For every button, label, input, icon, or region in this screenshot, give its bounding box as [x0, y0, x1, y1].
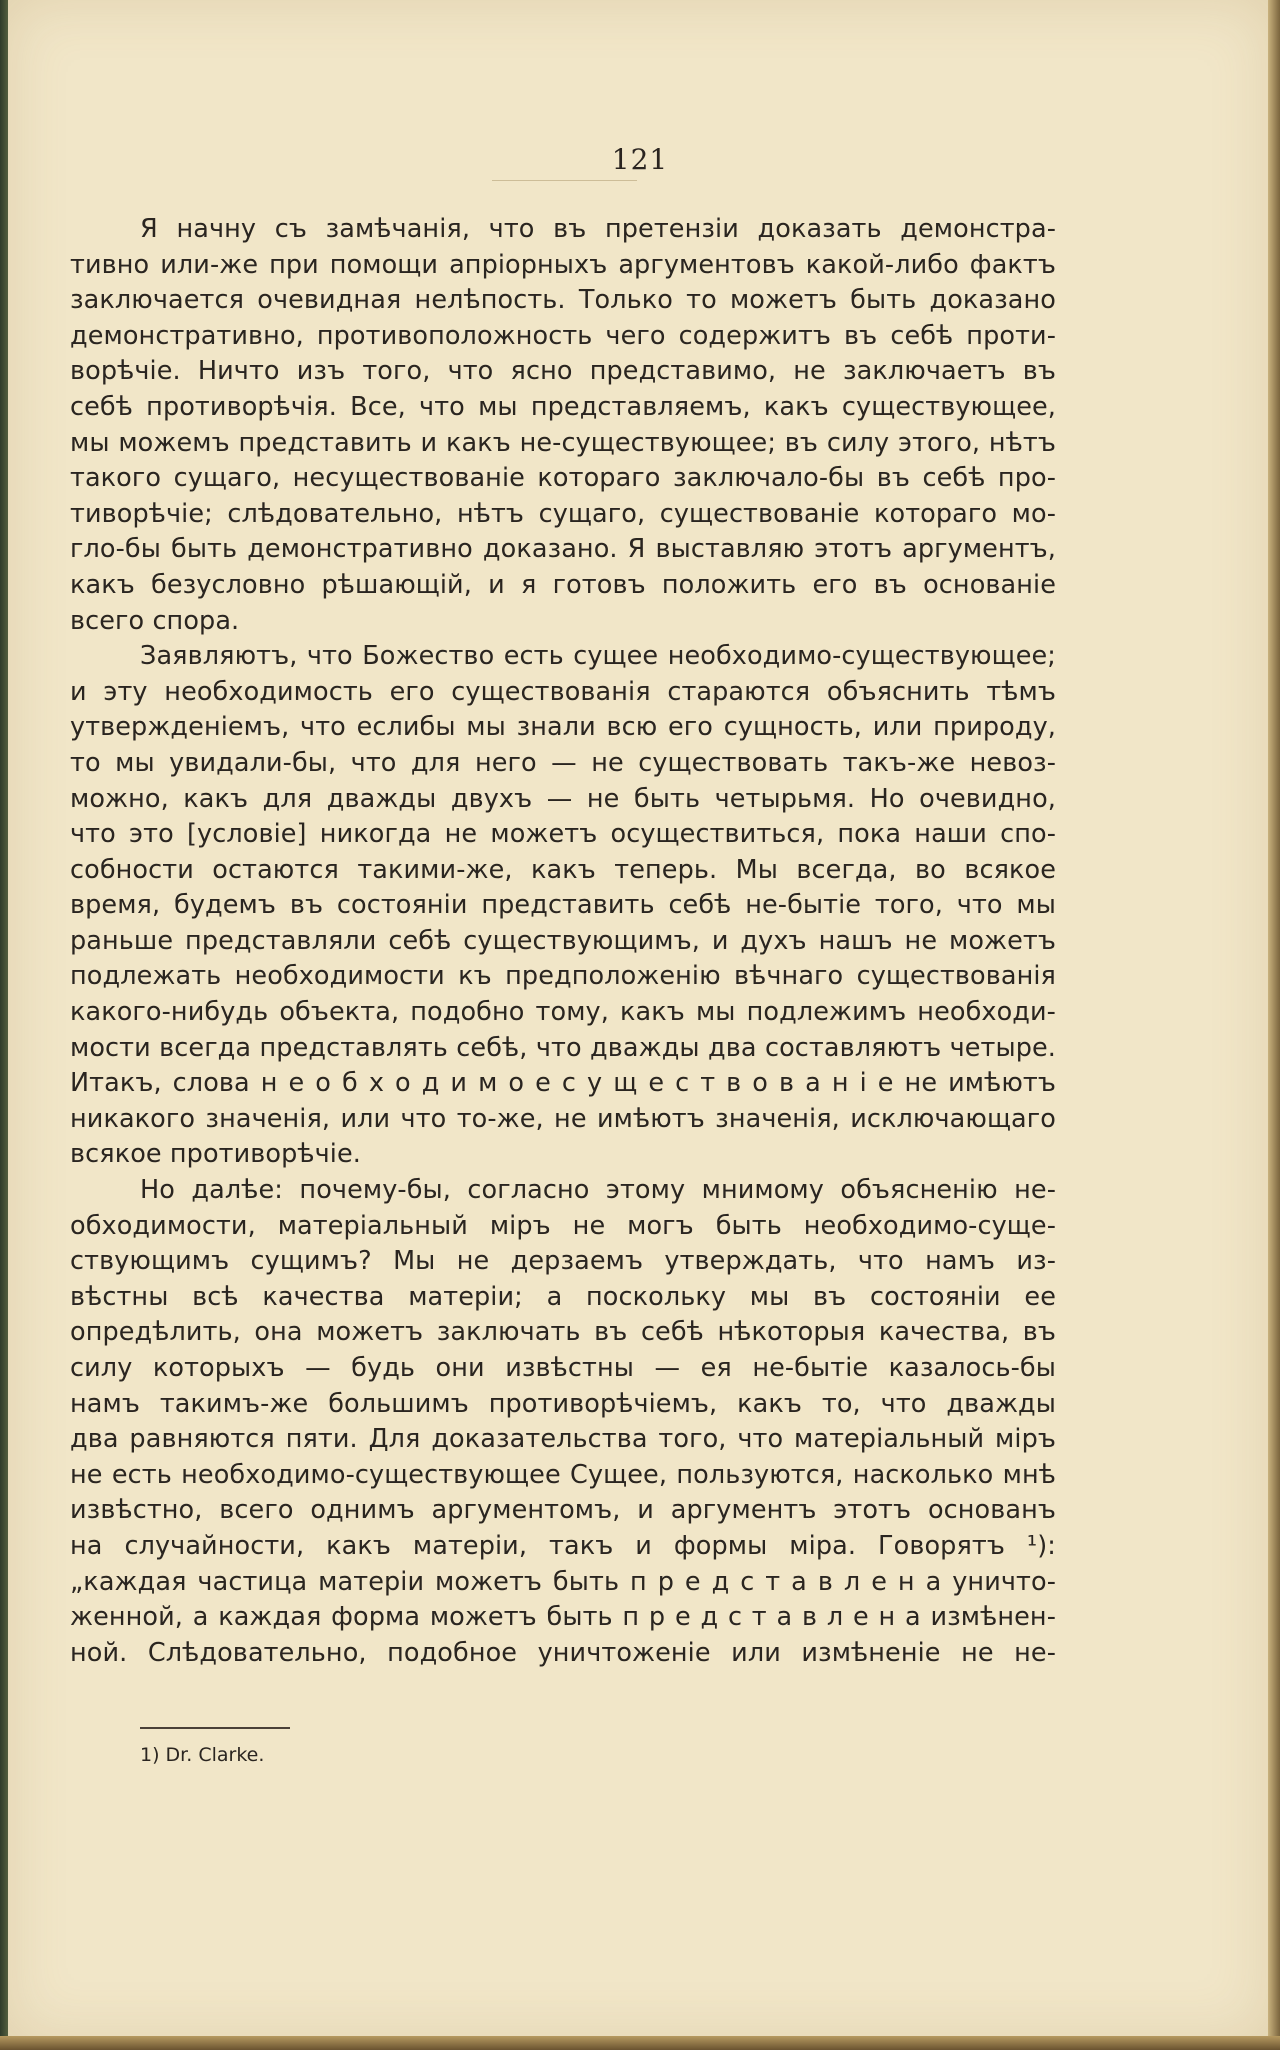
text-line: Но далѣе: почему-бы, согласно этому мнимому объясненію не- — [140, 1175, 1056, 1206]
footnote: 1) Dr. Clarke. — [140, 1744, 265, 1766]
page-number-rule — [492, 180, 637, 181]
text-line: опредѣлить, она можетъ заключать въ себѣ нѣкоторыя качества, въ — [70, 1317, 1056, 1348]
text-line: Итакъ, слова н е о б х о д и м о е с у щ е с т в о в а н і е не имѣютъ — [70, 1068, 1056, 1099]
text-line: гло-бы быть демонстративно доказано. Я выставляю этотъ аргументъ, — [70, 534, 1056, 565]
text-line: силу которыхъ — будь они извѣстны — ея не-бытіе казалось-бы — [70, 1353, 1056, 1383]
text-line: себѣ противорѣчія. Все, что мы представляемъ, какъ существующее, — [70, 391, 1056, 422]
text-line: и эту необходимость его существованія стараются объяснить тѣмъ — [70, 676, 1056, 707]
text-line: такого сущаго, несуществованіе котораго заключало-бы въ себѣ про- — [70, 463, 1056, 494]
page-number: 121 — [611, 143, 669, 176]
footnote-rule — [140, 1727, 290, 1729]
text-line: обходимости, матеріальный міръ не могъ быть необходимо-суще- — [70, 1210, 1056, 1241]
text-line: не есть необходимо-существующее Сущее, пользуются, насколько мнѣ — [70, 1459, 1056, 1490]
text-line: тиворѣчіе; слѣдовательно, нѣтъ сущаго, существованіе котораго мо- — [70, 498, 1056, 529]
text-line: тивно или-же при помощи апріорныхъ аргументовъ какой-либо фактъ — [70, 249, 1056, 280]
text-line: никакого значенія, или что то-же, не имѣютъ значенія, исключающаго — [70, 1103, 1056, 1134]
text-line: на случайности, какъ матеріи, такъ и формы міра. Говорятъ ¹): — [70, 1530, 1056, 1561]
text-line: то мы увидали-бы, что для него — не существовать такъ-же невоз- — [70, 747, 1056, 778]
text-line: всякое противорѣчіе. — [70, 1139, 361, 1170]
text-line: мы можемъ представить и какъ не-существующее; въ силу этого, нѣтъ — [70, 427, 1056, 458]
page-edge-bottom — [0, 2036, 1280, 2050]
text-line: ворѣчіе. Ничто изъ того, что ясно представимо, не заключаетъ въ — [70, 356, 1056, 387]
text-line: заключается очевидная нелѣпость. Только то можетъ быть доказано — [70, 285, 1056, 316]
text-line: Заявляютъ, что Божество есть сущее необходимо-существующее; — [140, 641, 1056, 672]
text-line: собности остаются такими-же, какъ теперь. Мы всегда, во всякое — [70, 854, 1056, 885]
text-line: какъ безусловно рѣшающій, и я готовъ положить его въ основаніе — [70, 569, 1056, 600]
text-line: женной, а каждая форма можетъ быть п р е д с т а в л е н а измѣнен- — [70, 1602, 1056, 1633]
text-line: что это [условіе] никогда не можетъ осуществиться, пока наши спо- — [70, 819, 1056, 850]
paragraph — [70, 1173, 1056, 1671]
text-line: „каждая частица матеріи можетъ быть п р е д с т а в л е н а уничто- — [70, 1566, 1056, 1597]
text-line: намъ такимъ-же большимъ противорѣчіемъ, какъ то, что дважды — [70, 1388, 1056, 1419]
text-line: демонстративно, противоположность чего содержитъ въ себѣ проти- — [70, 320, 1056, 351]
text-line: время, будемъ въ состояніи представить себѣ не-бытіе того, что мы — [70, 890, 1056, 921]
text-line: извѣстно, всего однимъ аргументомъ, и аргументъ этотъ основанъ — [70, 1495, 1056, 1526]
text-line: какого-нибудь объекта, подобно тому, какъ мы подлежимъ необходи- — [70, 997, 1056, 1028]
page-edge-right — [1268, 0, 1280, 2050]
text-line: ной. Слѣдовательно, подобное уничтоженіе или измѣненіе не не- — [70, 1637, 1056, 1668]
paragraph — [70, 639, 1056, 1173]
text-line: два равняются пяти. Для доказательства того, что матеріальный міръ — [70, 1424, 1056, 1455]
text-line: можно, какъ для дважды двухъ — не быть четырьмя. Но очевидно, — [70, 783, 1056, 814]
body-text — [70, 212, 1056, 1671]
text-line: раньше представляли себѣ существующимъ, и духъ нашъ не можетъ — [70, 925, 1056, 956]
text-line: всего спора. — [70, 605, 240, 636]
paragraph — [70, 212, 1056, 639]
text-line: ствующимъ сущимъ? Мы не дерзаемъ утверждать, что намъ из- — [70, 1246, 1056, 1277]
text-line: вѣстны всѣ качества матеріи; а поскольку мы въ состояніи ее — [70, 1281, 1056, 1312]
text-line: Я начну съ замѣчанія, что въ претензіи доказать демонстра- — [140, 214, 1056, 244]
text-line: мости всегда представлять себѣ, что дважды два составляютъ четыре. — [70, 1032, 1056, 1063]
text-line: подлежать необходимости къ предположенію вѣчнаго существованія — [70, 961, 1056, 992]
text-line: утвержденіемъ, что еслибы мы знали всю его сущность, или природу, — [70, 712, 1056, 743]
